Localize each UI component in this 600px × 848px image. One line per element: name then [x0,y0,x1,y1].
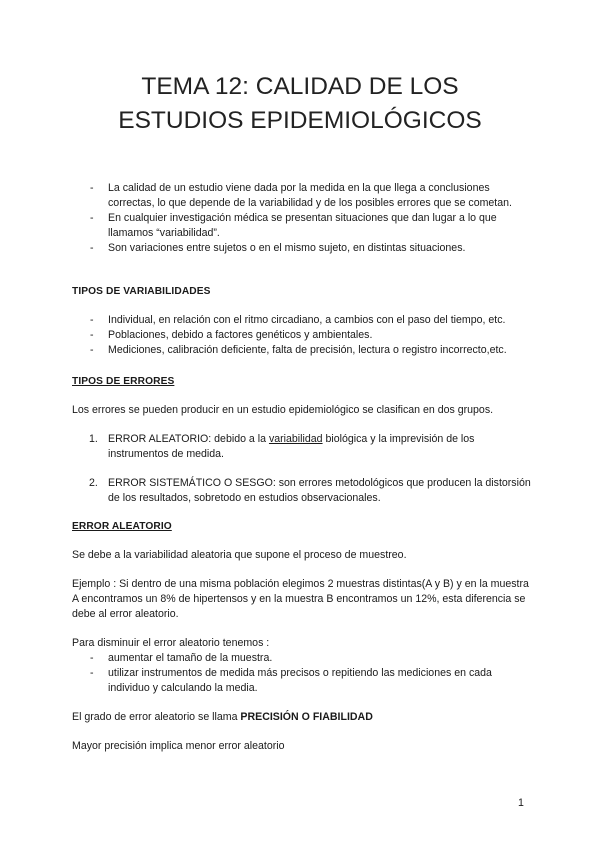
precision-term: PRECISIÓN O FIABILIDAD [240,711,373,723]
errores-intro: Los errores se pueden producir en un estudio epidemiológico se clasifican en dos grupos. [72,404,494,416]
item-number: 2. [89,477,98,489]
errores-list [72,432,534,506]
title-line-1: TEMA 12: CALIDAD DE LOS [141,73,459,100]
list-item: 2. ERROR SISTEMÁTICO O SESGO: son errores metodológicos que producen la distorsión de los resultados, sobretodo en estudios observacionales. [89,477,531,504]
aleatorio-list [72,651,534,696]
variabilidades-list [72,313,534,358]
list-item: - Mediciones, calibración deficiente, falta de precisión, lectura o registro incorrecto,etc. [72,343,534,358]
variabilidades-heading: TIPOS DE VARIABILIDADES [72,286,211,297]
aleatorio-example: Ejemplo : Si dentro de una misma población elegimos 2 muestras distintas(A y B) y en la muestra A encontramos un 8% de hipertensos y en la muestra B encontramos un 12%, esta diferencia se debe al error aleatorio. [72,578,529,620]
errores-heading: TIPOS DE ERRORES [72,376,175,387]
intro-list [72,181,534,256]
list-item: - En cualquier investigación médica se presentan situaciones que dan lugar a lo que llamamos “variabilidad”. [72,211,534,241]
page-number: 1 [518,797,524,809]
list-item: - utilizar instrumentos de medida más precisos o repitiendo las mediciones en cada individuo y calculando la media. [72,666,534,696]
title-line-2: ESTUDIOS EPIDEMIOLÓGICOS [118,107,482,134]
variabilidades-section [72,284,534,358]
aleatorio-paragraph-1: Se debe a la variabilidad aleatoria que supone el proceso de muestreo. [72,549,407,561]
aleatorio-heading: ERROR ALEATORIO [72,521,172,532]
aleatorio-section [72,519,534,754]
aleatorio-paragraph-3: Para disminuir el error aleatorio tenemos : [72,637,270,649]
list-item: - La calidad de un estudio viene dada por la medida en la que llega a conclusiones correctas, lo que depende de la variabilidad y de los posibles errores que se cometan. [72,181,534,211]
list-item: - aumentar el tamaño de la muestra. [72,651,534,666]
list-item: 1. ERROR ALEATORIO: debido a la variabilidad biológica y la imprevisión de los instrumentos de medida. [89,433,475,460]
page-title [0,70,600,138]
errores-section [72,374,534,506]
aleatorio-paragraph-5: Mayor precisión implica menor error aleatorio [72,740,285,752]
list-item: - Individual, en relación con el ritmo circadiano, a cambios con el paso del tiempo, etc. [72,313,534,328]
aleatorio-paragraph-4: El grado de error aleatorio se llama PRECISIÓN O FIABILIDAD [72,711,373,723]
list-item: - Poblaciones, debido a factores genéticos y ambientales. [72,328,534,343]
intro-section [72,181,534,256]
underlined-word: variabilidad [268,433,323,445]
list-item: - Son variaciones entre sujetos o en el mismo sujeto, en distintas situaciones. [72,241,534,256]
item-number: 1. [89,433,98,445]
